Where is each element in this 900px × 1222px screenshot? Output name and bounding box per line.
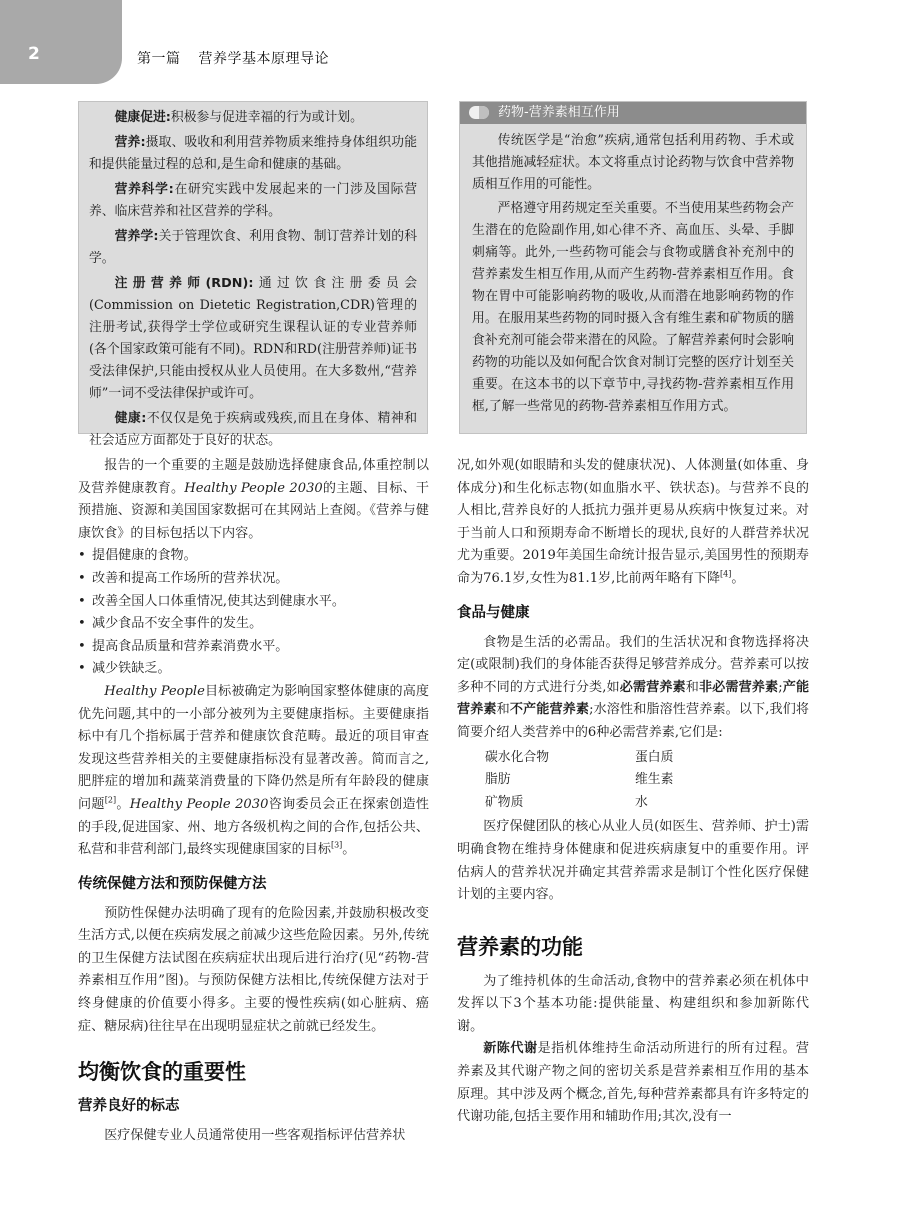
citation: [3] bbox=[330, 840, 343, 850]
definition-text: 通过饮食注册委员会(Commission on Dietetic Registration,CDR)管理的注册考试,获得学士学位或研究生课程认证的专业营养师(各个国家政策可能有不同)。RDN和RD(注册营养师)证书受法律保护,只能由授权从业人员使用。在大多数州,“营养师”一词不受法律保护或许可。 bbox=[89, 276, 417, 401]
italic-title: Healthy People bbox=[104, 683, 205, 699]
goals-list bbox=[78, 545, 429, 681]
running-head bbox=[137, 48, 329, 68]
chapter-heading: 营养素的功能 bbox=[457, 934, 583, 959]
table-cell: 蛋白质 bbox=[635, 749, 674, 765]
table-cell: 水 bbox=[635, 794, 648, 810]
box-paragraph: 传统医学是“治愈”疾病,通常包括利用药物、手术或其他措施减轻症状。本文将重点讨论药物与饮食中营养物质相互作用的可能性。 bbox=[472, 133, 794, 192]
body-paragraph: 新陈代谢是指机体维持生命活动所进行的所有过程。营养素及其代谢产物之间的密切关系是营养素相互作用的基本原理。其中涉及两个概念,首先,每种营养素都具有许多特定的代谢功能,包括主要作用和辅助作用;其次,没有一 bbox=[457, 1041, 810, 1125]
body-paragraph: 况,如外观(如眼睛和头发的健康状况)、人体测量(如体重、身体成分)和生化标志物(如血脂水平、铁状态)。与营养不良的人相比,营养良好的人抵抗力强并更易从疾病中恢复过来。对于当前人口和预期寿命不断增长的现状,良好的人群营养状况尤为重要。2019年美国生命统计报告显示,美国男性的预期寿命为76.1岁,女性为81.1岁,比前两年略有下降[4]。 bbox=[457, 458, 809, 586]
chapter-heading: 均衡饮食的重要性 bbox=[78, 1060, 246, 1085]
definition-item bbox=[89, 408, 417, 452]
citation: [4] bbox=[720, 569, 732, 579]
definition-text: 在研究实践中发展起来的一门涉及国际营养、临床营养和社区营养的学科。 bbox=[89, 182, 417, 219]
definition-term: 营养学: bbox=[114, 229, 159, 244]
body-paragraph: 报告的一个重要的主题是鼓励选择健康食品,体重控制以及营养健康教育。Healthy People 2030的主题、目标、干预措施、资源和美国国家数据可在其网站上查阅。《营养与健康饮食》的目标包括以下内容。 bbox=[78, 458, 430, 541]
definition-item bbox=[89, 226, 417, 270]
definition-item bbox=[89, 132, 417, 176]
nutrient-table bbox=[485, 747, 785, 815]
table-row bbox=[485, 792, 785, 815]
definition-text: 关于管理饮食、利用食物、制订营养计划的科学。 bbox=[89, 229, 418, 266]
body-paragraph: 医疗保健专业人员通常使用一些客观指标评估营养状 bbox=[104, 1128, 406, 1144]
list-item: • 改善和提高工作场所的营养状况。 bbox=[78, 568, 429, 591]
definition-text: 摄取、吸收和利用营养物质来维持身体组织功能和提供能量过程的总和,是生命和健康的基础。 bbox=[89, 135, 417, 172]
drug-nutrient-box bbox=[459, 101, 807, 434]
key-term: 产能营养素 bbox=[457, 679, 810, 718]
list-item: • 减少铁缺乏。 bbox=[78, 658, 429, 681]
definition-item bbox=[89, 273, 417, 405]
running-head-part: 第一篇 bbox=[137, 51, 181, 67]
page-number: 2 bbox=[28, 44, 40, 64]
section-heading: 食品与健康 bbox=[457, 604, 530, 621]
running-head-title: 营养学基本原理导论 bbox=[198, 51, 329, 67]
body-paragraph: 预防性保健办法明确了现有的危险因素,并鼓励积极改变生活方式,以便在疾病发展之前减少这些危险因素。另外,传统的卫生保健方法试图在疾病症状出现后进行治疗(见“药物-营养素相互作用”图)。与预防保健方法相比,传统保健方法对于终身健康的价值要小得多。主要的慢性疾病(如心脏病、癌症、糖尿病)往往早在出现明显症状之前就已经发生。 bbox=[78, 905, 429, 1034]
definition-term: 营养科学: bbox=[114, 182, 174, 197]
list-item: • 提倡健康的食物。 bbox=[78, 545, 429, 568]
definition-item bbox=[89, 107, 417, 129]
key-term: 新陈代谢 bbox=[483, 1041, 538, 1057]
body-paragraph: Healthy People目标被确定为影响国家整体健康的高度优先问题,其中的一小部分被列为主要健康指标。主要健康指标中有几个指标属于营养和健康饮食范畴。最近的项目审查发现这些营养相关的主要健康指标没有显著改善。简而言之,肥胖症的增加和蔬菜消费量的下降仍然是所有年龄段的健康问题[2]。Healthy People 2030咨询委员会正在探索创造性的手段,促进国家、州、地方各级机构之间的合作,包括公共、私营和非营利部门,最终实现健康国家的目标[3]。 bbox=[78, 683, 430, 858]
table-cell: 脂肪 bbox=[485, 772, 511, 788]
table-row bbox=[485, 747, 785, 770]
body-paragraph: 为了维持机体的生命活动,食物中的营养素必须在机体中发挥以下3个基本功能:提供能量、构建组织和参加新陈代谢。 bbox=[457, 973, 809, 1034]
definition-term: 健康促进: bbox=[114, 110, 171, 125]
definition-item bbox=[89, 179, 417, 223]
left-column bbox=[78, 455, 429, 1148]
body-paragraph: 医疗保健团队的核心从业人员(如医生、营养师、护士)需明确食物在维持身体健康和促进疾病康复中的重要作用。评估病人的营养状况并确定其营养需求是制订个性化医疗保健计划的主要内容。 bbox=[457, 819, 809, 903]
box-paragraph: 严格遵守用药规定至关重要。不当使用某些药物会产生潜在的危险副作用,如心律不齐、高血压、头晕、手脚刺痛等。此外,一些药物可能会与食物或膳食补充剂中的营养素发生相互作用,从而产生药物-营养素相互作用。食物在胃中可能影响药物的吸收,从而潜在地影响药物的作用。在服用某些药物的同时摄入含有维生素和矿物质的膳食补充剂可能会带来潜在的风险。了解营养素何时会影响药物的功能以及如何配合饮食对制订完整的医疗计划至关重要。在这本书的以下章节中,寻找药物-营养素相互作用框,了解一些常见的药物-营养素相互作用方式。 bbox=[472, 201, 794, 414]
pill-icon bbox=[469, 106, 489, 119]
drug-nutrient-box-body bbox=[460, 124, 806, 418]
key-term: 不产能营养素 bbox=[509, 702, 590, 718]
table-cell: 矿物质 bbox=[485, 794, 524, 810]
table-row bbox=[485, 769, 785, 792]
list-item: • 减少食品不安全事件的发生。 bbox=[78, 613, 429, 636]
drug-nutrient-box-header bbox=[460, 102, 806, 124]
definition-term: 注册营养师(RDN): bbox=[114, 276, 254, 291]
table-cell: 碳水化合物 bbox=[485, 749, 549, 765]
body-paragraph: 食物是生活的必需品。我们的生活状况和食物选择将决定(或限制)我们的身体能否获得足够营养成分。营养素可以按多种不同的方式进行分类,如必需营养素和非必需营养素;产能营养素和不产能营养素;水溶性和脂溶性营养素。以下,我们将简要介绍人类营养中的6种必需营养素,它们是: bbox=[457, 634, 810, 740]
section-heading: 营养良好的标志 bbox=[78, 1098, 180, 1115]
section-heading: 传统保健方法和预防保健方法 bbox=[78, 875, 267, 892]
key-term: 必需营养素 bbox=[619, 679, 686, 695]
definitions-box bbox=[78, 101, 428, 448]
definition-term: 营养: bbox=[114, 135, 146, 150]
citation: [2] bbox=[104, 795, 117, 805]
definition-term: 健康: bbox=[114, 411, 147, 426]
italic-title: Healthy People 2030 bbox=[184, 480, 323, 496]
italic-title: Healthy People 2030 bbox=[129, 796, 269, 812]
list-item: • 提高食品质量和营养素消费水平。 bbox=[78, 636, 429, 659]
list-item: • 改善全国人口体重情况,使其达到健康水平。 bbox=[78, 591, 429, 614]
right-column bbox=[457, 455, 809, 1129]
page-number-tab bbox=[0, 0, 122, 84]
key-term: 非必需营养素 bbox=[698, 679, 779, 695]
drug-nutrient-box-title: 药物-营养素相互作用 bbox=[498, 105, 620, 120]
definition-text: 积极参与促进幸福的行为或计划。 bbox=[170, 110, 363, 125]
table-cell: 维生素 bbox=[635, 772, 674, 788]
definition-text: 不仅仅是免于疾病或残疾,而且在身体、精神和社会适应方面都处于良好的状态。 bbox=[89, 411, 417, 448]
